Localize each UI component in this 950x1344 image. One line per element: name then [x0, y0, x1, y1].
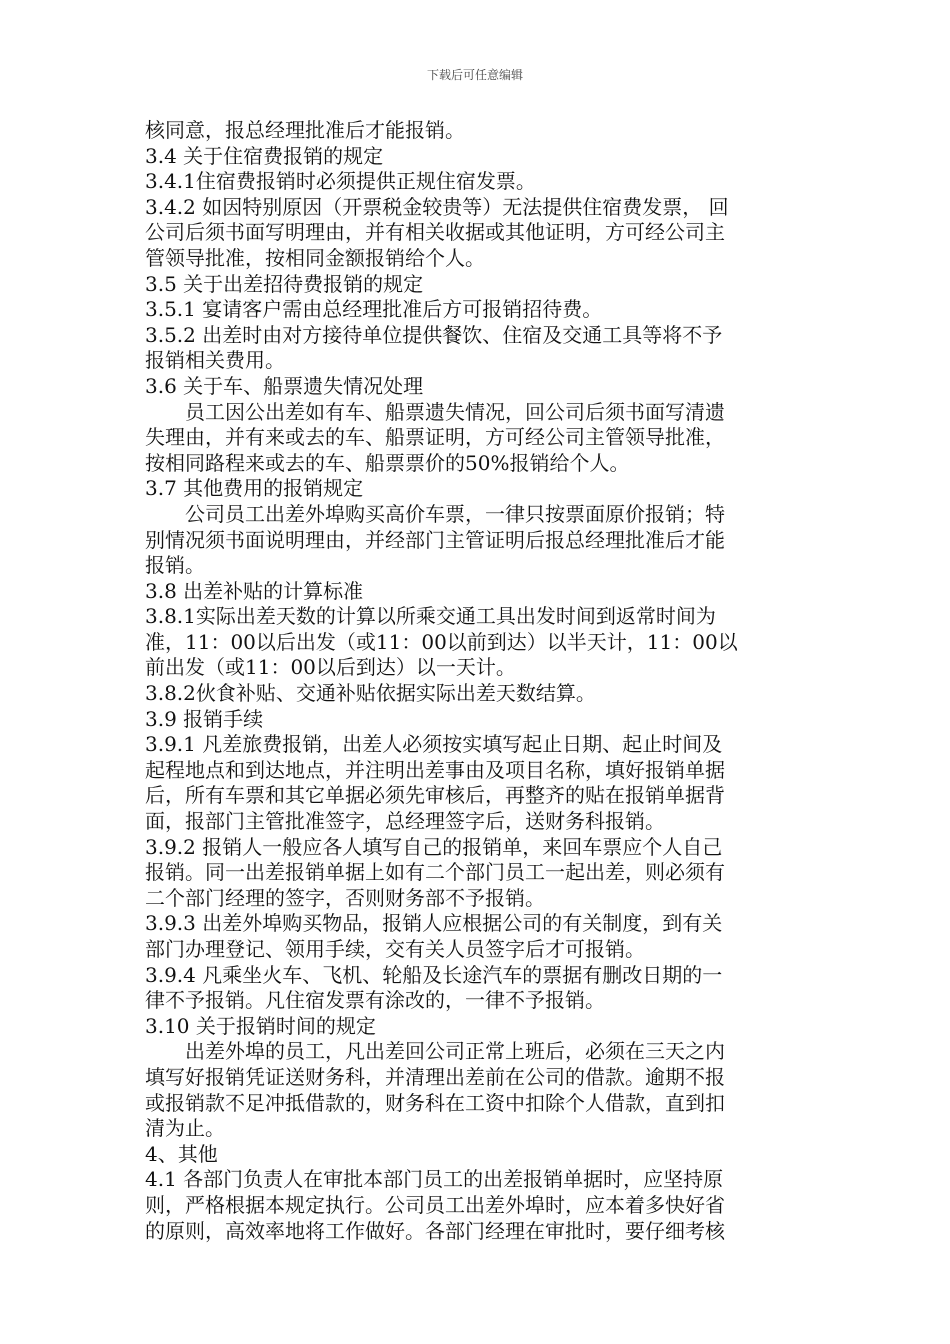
text-line: 公司员工出差外埠购买高价车票，一律只按票面原价报销；特	[185, 501, 725, 526]
text-line: 部门办理登记、领用手续，交有关人员签字后才可报销。	[145, 937, 645, 961]
text-line: 核同意，报总经理批准后才能报销。	[145, 118, 465, 142]
text-line: 3.5.1 宴请客户需由总经理批准后方可报销招待费。	[145, 297, 603, 322]
text-line: 4.1 各部门负责人在审批本部门员工的出差报销单据时，应坚持原	[145, 1167, 724, 1192]
page-header: 下载后可任意编辑	[426, 68, 523, 82]
text-line: 3.7 其他费用的报销规定	[145, 476, 364, 501]
text-line: 起程地点和到达地点，并注明出差事由及项目名称，填好报销单据	[145, 757, 725, 782]
text-line: 后，所有车票和其它单据必须先审核后，再整齐的贴在报销单据背	[145, 783, 725, 808]
text-line: 公司后须书面写明理由，并有相关收据或其他证明，方可经公司主	[145, 220, 725, 245]
text-line: 员工因公出差如有车、船票遗失情况，回公司后须书面写清遗	[185, 399, 725, 424]
text-line: 管领导批准，按相同金额报销给个人。	[145, 245, 485, 270]
text-line: 的原则，高效率地将工作做好。各部门经理在审批时，要仔细考核	[145, 1218, 725, 1243]
text-line: 或报销款不足冲抵借款的，财务科在工资中扣除个人借款，直到扣	[145, 1090, 725, 1115]
text-line: 3.4.2 如因特别原因（开票税金较贵等）无法提供住宿费发票， 回	[145, 194, 729, 219]
text-line: 则，严格根据本规定执行。公司员工出差外埠时，应本着多快好省	[145, 1192, 725, 1217]
text-line: 清为止。	[145, 1116, 225, 1141]
text-line: 3.4.1住宿费报销时必须提供正规住宿发票。	[145, 169, 536, 194]
text-line: 报销。	[145, 553, 205, 578]
text-line: 3.5.2 出差时由对方接待单位提供餐饮、住宿及交通工具等将不予	[145, 322, 723, 347]
text-line: 3.4 关于住宿费报销的规定	[145, 143, 384, 168]
text-line: 3.9 报销手续	[145, 706, 264, 731]
text-line: 面，报部门主管批准签字，总经理签字后，送财务科报销。	[145, 809, 665, 834]
text-line: 3.8 出差补贴的计算标准	[145, 578, 364, 603]
text-line: 出差外埠的员工，凡出差回公司正常上班后，必须在三天之内	[185, 1039, 725, 1064]
text-line: 律不予报销。凡住宿发票有涂改的，一律不予报销。	[145, 988, 605, 1013]
text-line: 前出发（或11：00以后到达）以一天计。	[145, 655, 516, 680]
text-line: 填写好报销凭证送财务科，并清理出差前在公司的借款。逾期不报	[145, 1064, 725, 1089]
text-line: 失理由，并有来或去的车、船票证明，方可经公司主管领导批准，	[145, 425, 725, 450]
text-line: 3.9.2 报销人一般应各人填写自己的报销单，来回车票应个人自己	[145, 834, 723, 859]
text-line: 3.9.3 出差外埠购买物品，报销人应根据公司的有关制度，到有关	[145, 911, 723, 936]
text-line: 报销。同一出差报销单据上如有二个部门员工一起出差，则必须有	[145, 860, 725, 885]
document-body	[145, 118, 815, 1244]
text-line: 准，11：00以后出发（或11：00以前到达）以半天计，11：00以	[145, 629, 738, 654]
text-line: 3.10 关于报销时间的规定	[145, 1013, 376, 1038]
text-line: 3.6 关于车、船票遗失情况处理	[145, 373, 424, 398]
text-line: 3.5 关于出差招待费报销的规定	[145, 271, 424, 296]
text-line: 3.8.1实际出差天数的计算以所乘交通工具出发时间到返常时间为	[145, 604, 716, 629]
text-line: 按相同路程来或去的车、船票票价的50%报销给个人。	[145, 450, 630, 475]
text-line: 3.9.1 凡差旅费报销，出差人必须按实填写起止日期、起止时间及	[145, 732, 723, 757]
text-line: 3.8.2伙食补贴、交通补贴依据实际出差天数结算。	[145, 681, 596, 706]
text-line: 报销相关费用。	[145, 348, 285, 373]
text-line: 二个部门经理的签字，否则财务部不予报销。	[145, 885, 545, 910]
text-line: 4、其他	[145, 1141, 218, 1166]
text-line: 3.9.4 凡乘坐火车、飞机、轮船及长途汽车的票据有删改日期的一	[145, 962, 723, 987]
text-line: 别情况须书面说明理由，并经部门主管证明后报总经理批准后才能	[145, 527, 725, 552]
